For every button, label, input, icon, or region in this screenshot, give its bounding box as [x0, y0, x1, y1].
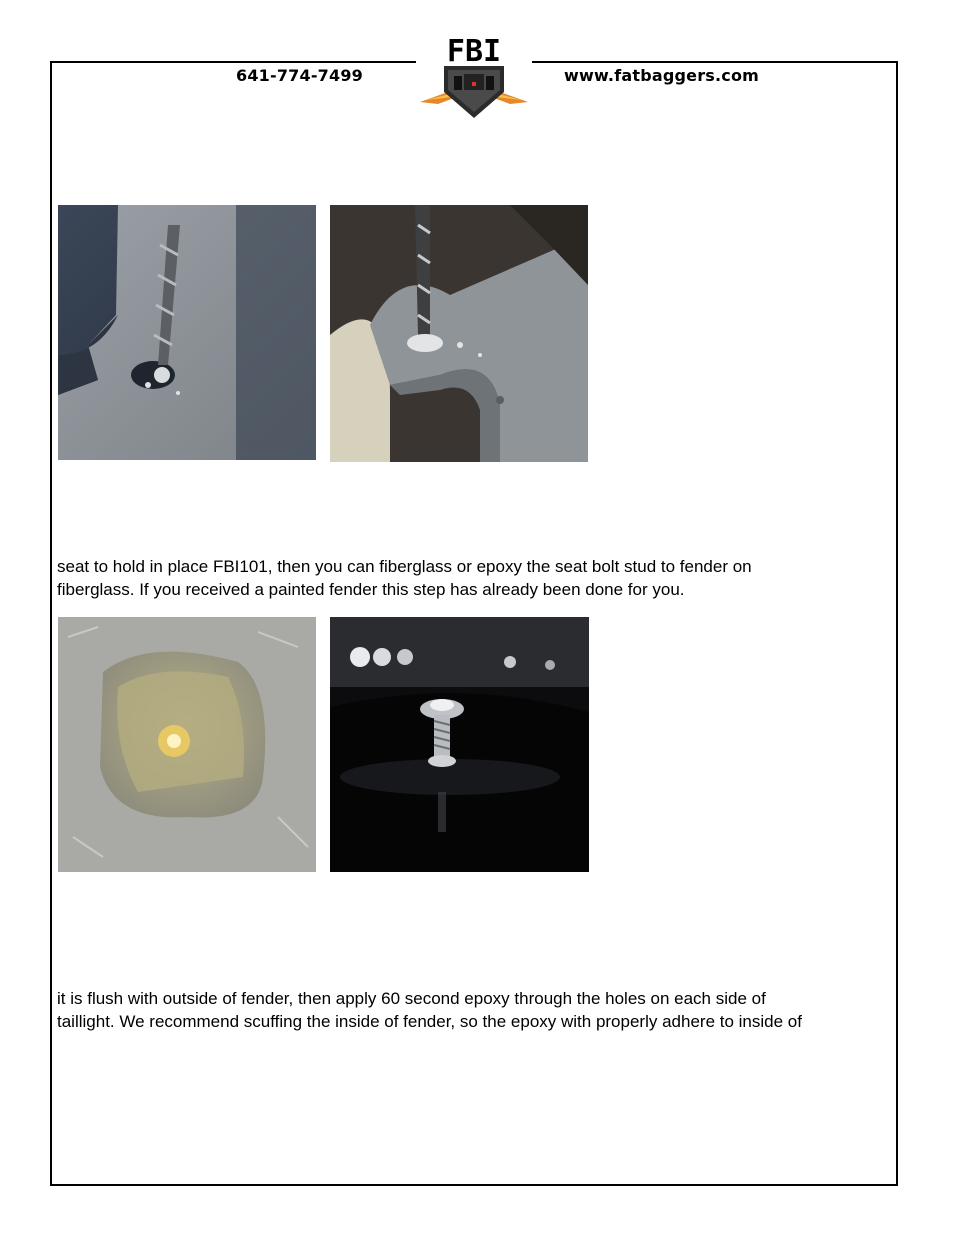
photo-drill-fender-2: [330, 205, 588, 462]
header-phone: 641-774-7499: [236, 66, 364, 85]
taillight-line-2: taillight. We recommend scuffing the inside of fender, so the epoxy with properly adhere to inside of: [57, 1011, 802, 1031]
seat-stud-line-1: seat to hold in place FBI101, then you can fiberglass or epoxy the seat bolt stud to fender on: [57, 557, 752, 576]
photo-epoxy-stud-patch: [58, 617, 316, 872]
seat-stud-instructions: [57, 556, 892, 601]
taillight-instructions: [57, 988, 892, 1033]
photo-drill-fender-1: [58, 205, 316, 460]
photo-seat-bolt-stud: [330, 617, 589, 872]
seat-stud-line-2: fiberglass. If you received a painted fender this step has already been done for you.: [57, 579, 685, 599]
header-website: www.fatbaggers.com: [564, 66, 760, 85]
taillight-line-1: it is flush with outside of fender, then apply 60 second epoxy through the holes on each side of: [57, 989, 766, 1008]
logo-text: FBI: [446, 34, 502, 69]
fbi-shield-logo-icon: [418, 28, 530, 120]
